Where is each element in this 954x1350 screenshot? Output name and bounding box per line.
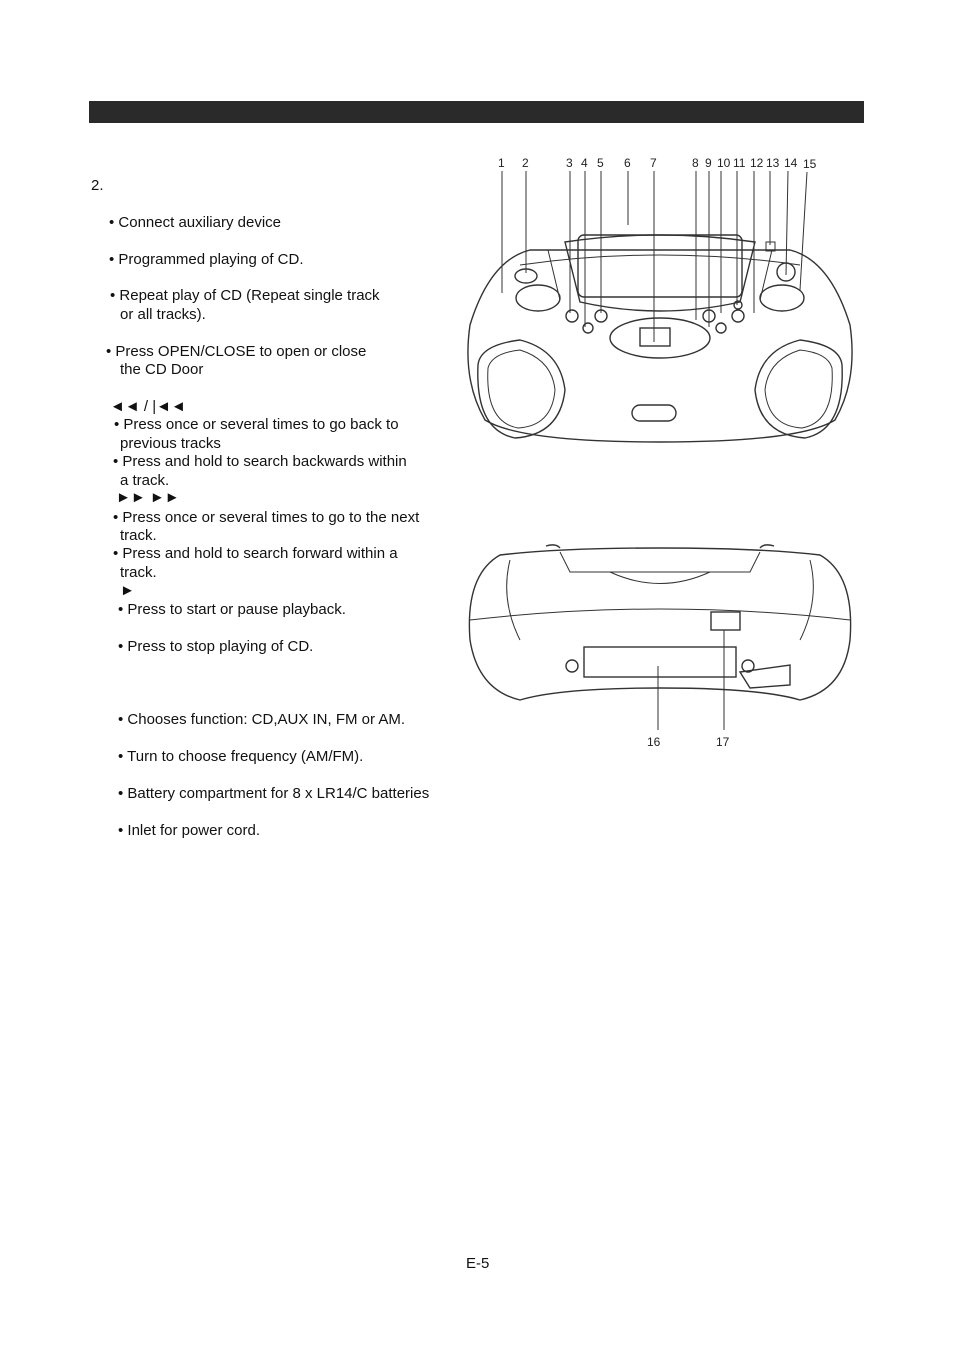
callout-7: 7: [650, 156, 657, 170]
callout-17: 17: [716, 735, 730, 749]
prev-symbol: ◄◄ / |◄◄: [110, 398, 186, 415]
callout-16: 16: [647, 735, 661, 749]
back-leader-lines: [658, 630, 724, 730]
callout-9: 9: [705, 156, 712, 170]
battery-desc: • Battery compartment for 8 x LR14/C batteries: [118, 785, 430, 802]
func-desc: • Chooses function: CD,AUX IN, FM or AM.: [118, 711, 406, 728]
boombox-back-body: [469, 545, 850, 700]
open-desc-2: the CD Door: [120, 361, 204, 378]
callout-15: 15: [803, 157, 817, 171]
prev-desc-1a: • Press once or several times to go back to: [114, 416, 399, 433]
repeat-desc-1: • Repeat play of CD (Repeat single track: [110, 287, 380, 304]
callout-8: 8: [692, 156, 699, 170]
stop-desc: • Press to stop playing of CD.: [118, 638, 314, 655]
prog-desc: • Programmed playing of CD.: [109, 251, 304, 268]
callout-1: 1: [498, 156, 505, 170]
next-desc-2b: track.: [120, 564, 157, 581]
callout-3: 3: [566, 156, 573, 170]
repeat-desc-2: or all tracks).: [120, 306, 206, 323]
page-number: E-5: [466, 1255, 490, 1272]
next-symbol: ►► ►►: [116, 489, 180, 506]
open-desc-1: • Press OPEN/CLOSE to open or close: [106, 343, 367, 360]
callout-6: 6: [624, 156, 631, 170]
play-symbol: ►: [120, 582, 135, 599]
boombox-front-diagram: [460, 150, 860, 455]
callout-14: 14: [784, 156, 798, 170]
callout-5: 5: [597, 156, 604, 170]
section-number: 2.: [91, 177, 104, 194]
callout-10: 10: [717, 156, 731, 170]
leader-lines: [502, 171, 807, 342]
tune-desc: • Turn to choose frequency (AM/FM).: [118, 748, 364, 765]
section-header-bar: [89, 101, 864, 123]
inlet-desc: • Inlet for power cord.: [118, 822, 260, 839]
callout-numbers: [498, 156, 817, 171]
callout-12: 12: [750, 156, 764, 170]
next-desc-2a: • Press and hold to search forward within a: [113, 545, 398, 562]
callout-4: 4: [581, 156, 588, 170]
callout-13: 13: [766, 156, 780, 170]
callout-11: 11: [733, 156, 746, 170]
boombox-back-diagram: [460, 540, 860, 755]
prev-desc-2b: a track.: [120, 472, 170, 489]
aux-desc: • Connect auxiliary device: [109, 214, 282, 231]
callout-2: 2: [522, 156, 529, 170]
next-desc-1a: • Press once or several times to go to the next: [113, 509, 420, 526]
prev-desc-2a: • Press and hold to search backwards within: [113, 453, 407, 470]
next-desc-1b: track.: [120, 527, 157, 544]
prev-desc-1b: previous tracks: [120, 435, 221, 452]
play-desc: • Press to start or pause playback.: [118, 601, 346, 618]
